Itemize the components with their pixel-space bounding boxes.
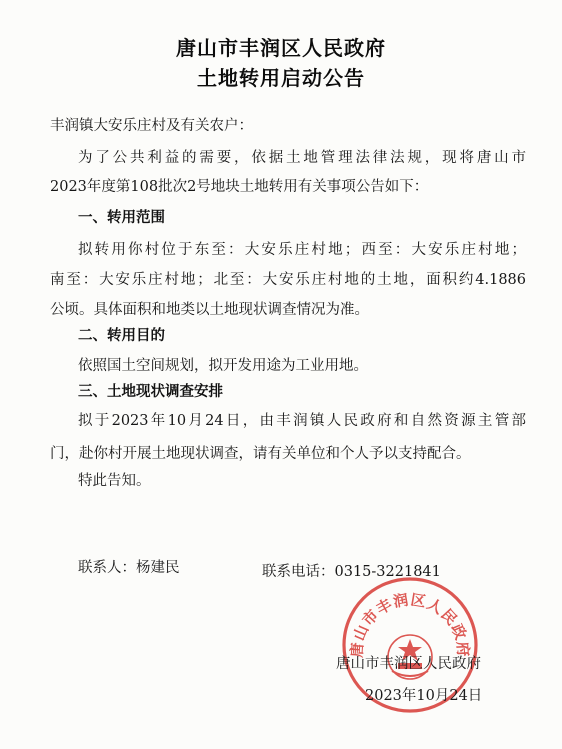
seal-text: 唐山市丰润区人民政府 [347,590,473,659]
issue-date: 2023年10月24日 [365,688,483,704]
document-title: 唐山市丰润区人民政府 [176,36,386,60]
document-subtitle: 土地转用启动公告 [197,66,365,90]
contact-person: 联系人：杨建民 [78,560,180,576]
section1-line-3: 公顷。具体面积和地类以土地现状调查情况为准。 [50,302,369,318]
intro-line-2: 2023年度第108批次2号地块土地转用有关事项公告如下： [50,179,429,195]
contact-phone: 联系电话：0315-3221841 [262,564,441,580]
issuer-name: 唐山市丰润区人民政府 [336,656,481,672]
intro-line-1: 为了公共利益的需要，依据土地管理法律法规，现将唐山市 [78,150,526,166]
section3-line-1: 拟于2023年10月24日，由丰润镇人民政府和自然资源主管部 [78,413,526,429]
addressee: 丰润镇大安乐庄村及有关农户： [50,118,253,134]
section3-heading: 三、土地现状调查安排 [78,384,223,400]
section1-line-2: 南至：大安乐庄村地；北至：大安乐庄村地的土地，面积约4.1886 [50,272,526,288]
section3-line-2: 门，赴你村开展土地现状调查，请有关单位和个人予以支持配合。 [50,446,471,462]
closing-text: 特此告知。 [78,473,151,489]
section1-line-1: 拟转用你村位于东至：大安乐庄村地；西至：大安乐庄村地； [78,242,526,258]
section1-heading: 一、转用范围 [78,210,165,226]
section2-heading: 二、转用目的 [78,328,165,344]
section2-line-1: 依照国土空间规划，拟开发用途为工业用地。 [78,358,368,374]
